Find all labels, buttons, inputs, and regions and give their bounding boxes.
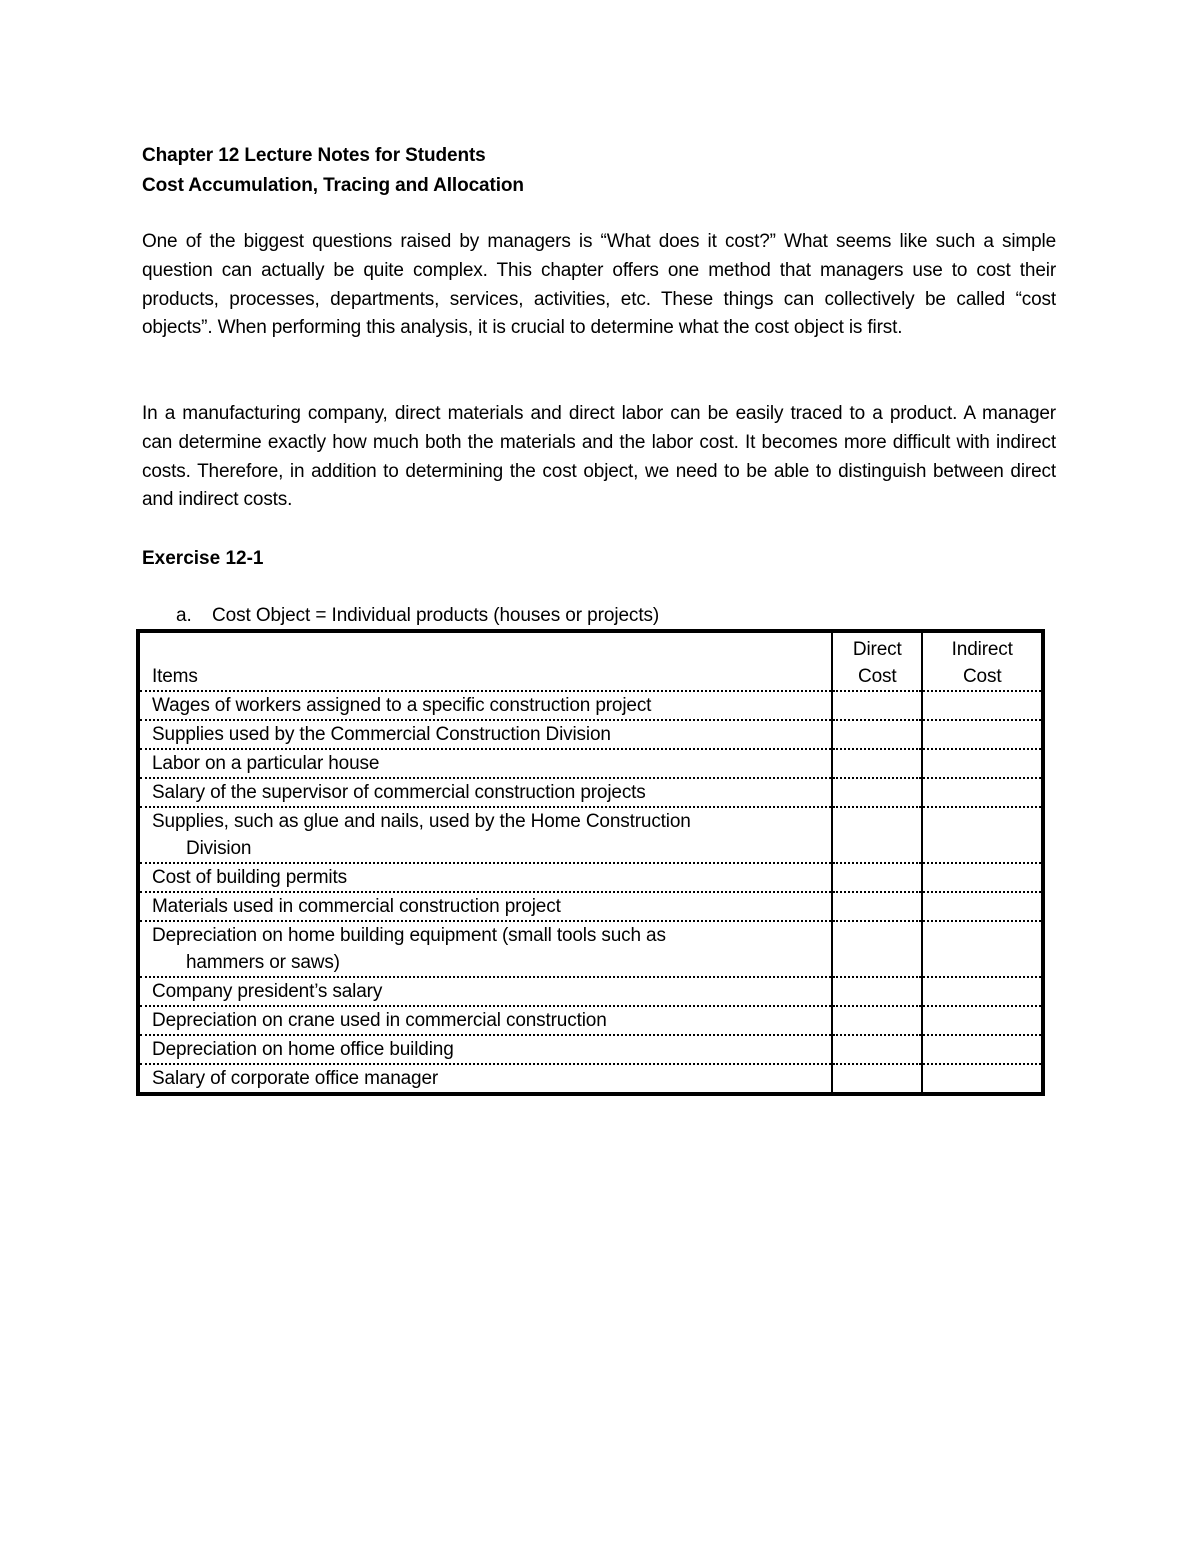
table-row xyxy=(138,778,1043,807)
indirect-cost-cell[interactable] xyxy=(922,1035,1043,1064)
table-row xyxy=(138,1006,1043,1035)
list-marker: a. xyxy=(176,605,192,626)
table-row xyxy=(138,807,1043,863)
chapter-subtitle: Cost Accumulation, Tracing and Allocation xyxy=(142,175,524,196)
indirect-cost-cell[interactable] xyxy=(922,977,1043,1006)
item-cell: Depreciation on crane used in commercial construction xyxy=(138,1006,832,1035)
indirect-cost-cell[interactable] xyxy=(922,691,1043,720)
item-cell: Supplies, such as glue and nails, used by the Home Construction Division xyxy=(138,807,832,863)
indirect-cost-cell[interactable] xyxy=(922,807,1043,863)
direct-cost-cell[interactable] xyxy=(832,720,922,749)
indirect-cost-cell[interactable] xyxy=(922,749,1043,778)
item-cell: Labor on a particular house xyxy=(138,749,832,778)
indirect-cost-cell[interactable] xyxy=(922,1006,1043,1035)
indirect-cost-cell[interactable] xyxy=(922,863,1043,892)
chapter-title: Chapter 12 Lecture Notes for Students xyxy=(142,145,486,166)
item-cell: Cost of building permits xyxy=(138,863,832,892)
list-item-text: Cost Object = Individual products (houses or projects) xyxy=(212,605,660,626)
direct-cost-cell[interactable] xyxy=(832,921,922,977)
list-item-cost-object xyxy=(176,602,659,630)
direct-cost-cell[interactable] xyxy=(832,1064,922,1094)
item-cell: Depreciation on home building equipment (small tools such as hammers or saws) xyxy=(138,921,832,977)
table-row xyxy=(138,720,1043,749)
direct-cost-cell[interactable] xyxy=(832,807,922,863)
indirect-cost-cell[interactable] xyxy=(922,778,1043,807)
cost-classification-table xyxy=(136,629,1045,1096)
header-indirect-cost: Indirect Cost xyxy=(922,631,1043,691)
indirect-cost-cell[interactable] xyxy=(922,921,1043,977)
intro-paragraph: One of the biggest questions raised by managers is “What does it cost?” What seems like such a simple question can actually be quite complex. This chapter offers one method that managers use to cost their products, processes, departments, services, activities, etc. These things can collectively be called “cost objects”. When performing this analysis, it is crucial to determine what the cost object is first. xyxy=(142,231,1056,339)
direct-cost-cell[interactable] xyxy=(832,1035,922,1064)
indirect-cost-cell[interactable] xyxy=(922,1064,1043,1094)
exercise-heading: Exercise 12-1 xyxy=(142,548,264,569)
direct-cost-cell[interactable] xyxy=(832,1006,922,1035)
item-cell: Materials used in commercial construction project xyxy=(138,892,832,921)
direct-cost-cell[interactable] xyxy=(832,749,922,778)
direct-cost-cell[interactable] xyxy=(832,977,922,1006)
table-row xyxy=(138,1064,1043,1094)
indirect-cost-cell[interactable] xyxy=(922,720,1043,749)
item-cell: Salary of the supervisor of commercial construction projects xyxy=(138,778,832,807)
header-direct-cost: Direct Cost xyxy=(832,631,922,691)
table-row xyxy=(138,977,1043,1006)
table-header-row xyxy=(138,631,1043,691)
item-cell: Wages of workers assigned to a specific construction project xyxy=(138,691,832,720)
table-row xyxy=(138,863,1043,892)
table-row xyxy=(138,1035,1043,1064)
indirect-cost-cell[interactable] xyxy=(922,892,1043,921)
direct-cost-cell[interactable] xyxy=(832,778,922,807)
table-row xyxy=(138,749,1043,778)
direct-cost-cell[interactable] xyxy=(832,863,922,892)
item-cell: Depreciation on home office building xyxy=(138,1035,832,1064)
direct-cost-cell[interactable] xyxy=(832,691,922,720)
direct-cost-cell[interactable] xyxy=(832,892,922,921)
header-items: Items xyxy=(138,631,832,691)
table-row xyxy=(138,691,1043,720)
item-cell: Company president’s salary xyxy=(138,977,832,1006)
item-cell: Supplies used by the Commercial Construction Division xyxy=(138,720,832,749)
table-row xyxy=(138,892,1043,921)
item-cell: Salary of corporate office manager xyxy=(152,1068,439,1089)
table-row xyxy=(138,921,1043,977)
direct-indirect-paragraph: In a manufacturing company, direct materials and direct labor can be easily traced to a product. A manager can determine exactly how much both the materials and the labor cost. It becomes more difficult with indirect costs. Therefore, in addition to determining the cost object, we need to be able to distinguish between direct and indirect costs. xyxy=(142,403,1056,511)
